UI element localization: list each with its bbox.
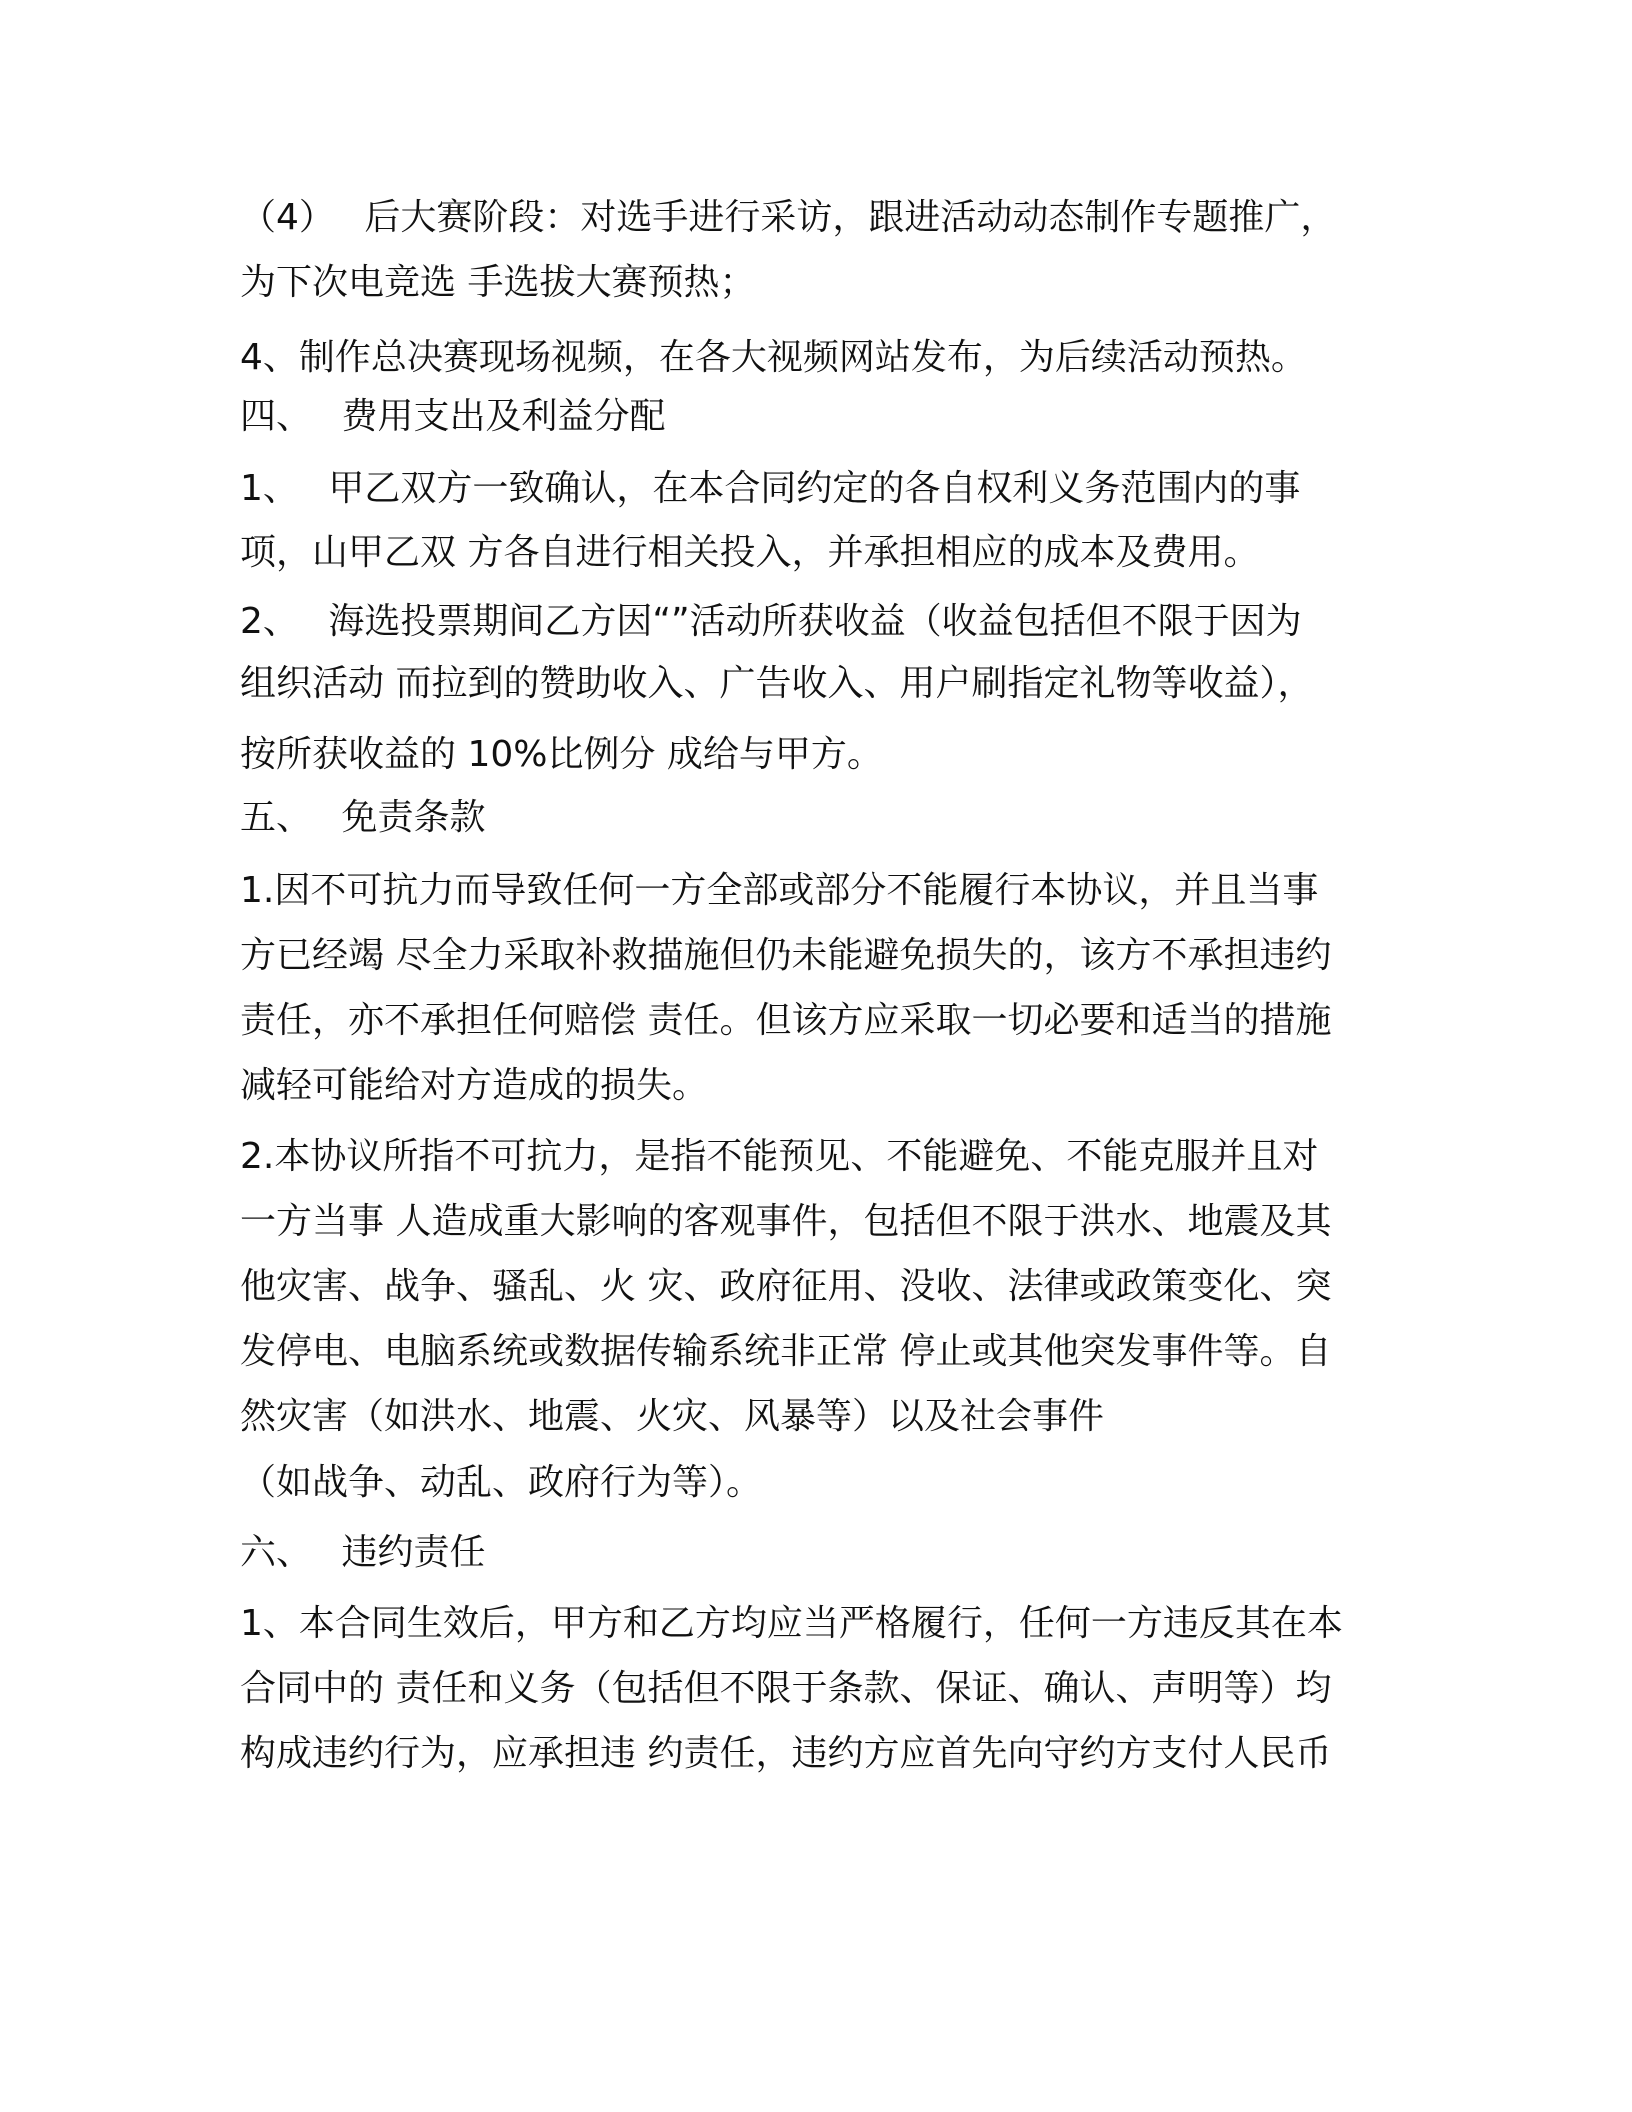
text-line: 他灾害、战争、骚乱、火 灾、政府征用、没收、法律或政策变化、突 — [240, 1266, 1332, 1307]
text-line: 项，山甲乙双 方各自进行相关投入，并承担相应的成本及费用。 — [240, 532, 1260, 573]
text-line: 发停电、电脑系统或数据传输系统非正常 停止或其他突发事件等。自 — [240, 1331, 1332, 1372]
section-heading: 五、 免责条款 — [240, 797, 486, 838]
text-line: 责任，亦不承担任何赔偿 责任。但该方应采取一切必要和适当的措施 — [240, 1000, 1332, 1041]
text-line: 减轻可能给对方造成的损失。 — [240, 1065, 709, 1106]
text-line: 1.因不可抗力而导致任何一方全部或部分不能履行本协议，并且当事 — [240, 870, 1319, 911]
text-line: 2、 海选投票期间乙方因“”活动所获收益（收益包括但不限于因为 — [240, 601, 1302, 642]
text-line: 1、 甲乙双方一致确认，在本合同约定的各自权利义务范围内的事 — [240, 468, 1301, 509]
text-line: 4、制作总决赛现场视频，在各大视频网站发布，为后续活动预热。 — [240, 337, 1307, 378]
text-line: 2.本协议所指不可抗力，是指不能预见、不能避免、不能克服并且对 — [240, 1136, 1319, 1177]
text-line: （4） 后大赛阶段：对选手进行采访，跟进活动动态制作专题推广， — [240, 197, 1337, 238]
text-line: 然灾害（如洪水、地震、火灾、风暴等）以及社会事件 — [240, 1396, 1105, 1437]
text-line: 为下次电竞选 手选拔大赛预热； — [240, 262, 756, 303]
text-line: 按所获收益的 10%比例分 成给与甲方。 — [240, 734, 883, 775]
text-line: 组织活动 而拉到的赞助收入、广告收入、用户刷指定礼物等收益）， — [240, 663, 1314, 704]
section-heading: 四、 费用支出及利益分配 — [240, 396, 666, 437]
text-line: 构成违约行为，应承担违 约责任，违约方应首先向守约方支付人民币 — [240, 1733, 1332, 1774]
text-line: 合同中的 责任和义务（包括但不限于条款、保证、确认、声明等）均 — [240, 1668, 1332, 1709]
text-line: 1、本合同生效后，甲方和乙方均应当严格履行，任何一方违反其在本 — [240, 1603, 1343, 1644]
section-heading: 六、 违约责任 — [240, 1532, 486, 1573]
text-line: （如战争、动乱、政府行为等）。 — [240, 1462, 763, 1503]
text-line: 方已经竭 尽全力采取补救描施但仍未能避免损失的，该方不承担违约 — [240, 935, 1332, 976]
text-line: 一方当事 人造成重大影响的客观事件，包括但不限于洪水、地震及其 — [240, 1201, 1332, 1242]
